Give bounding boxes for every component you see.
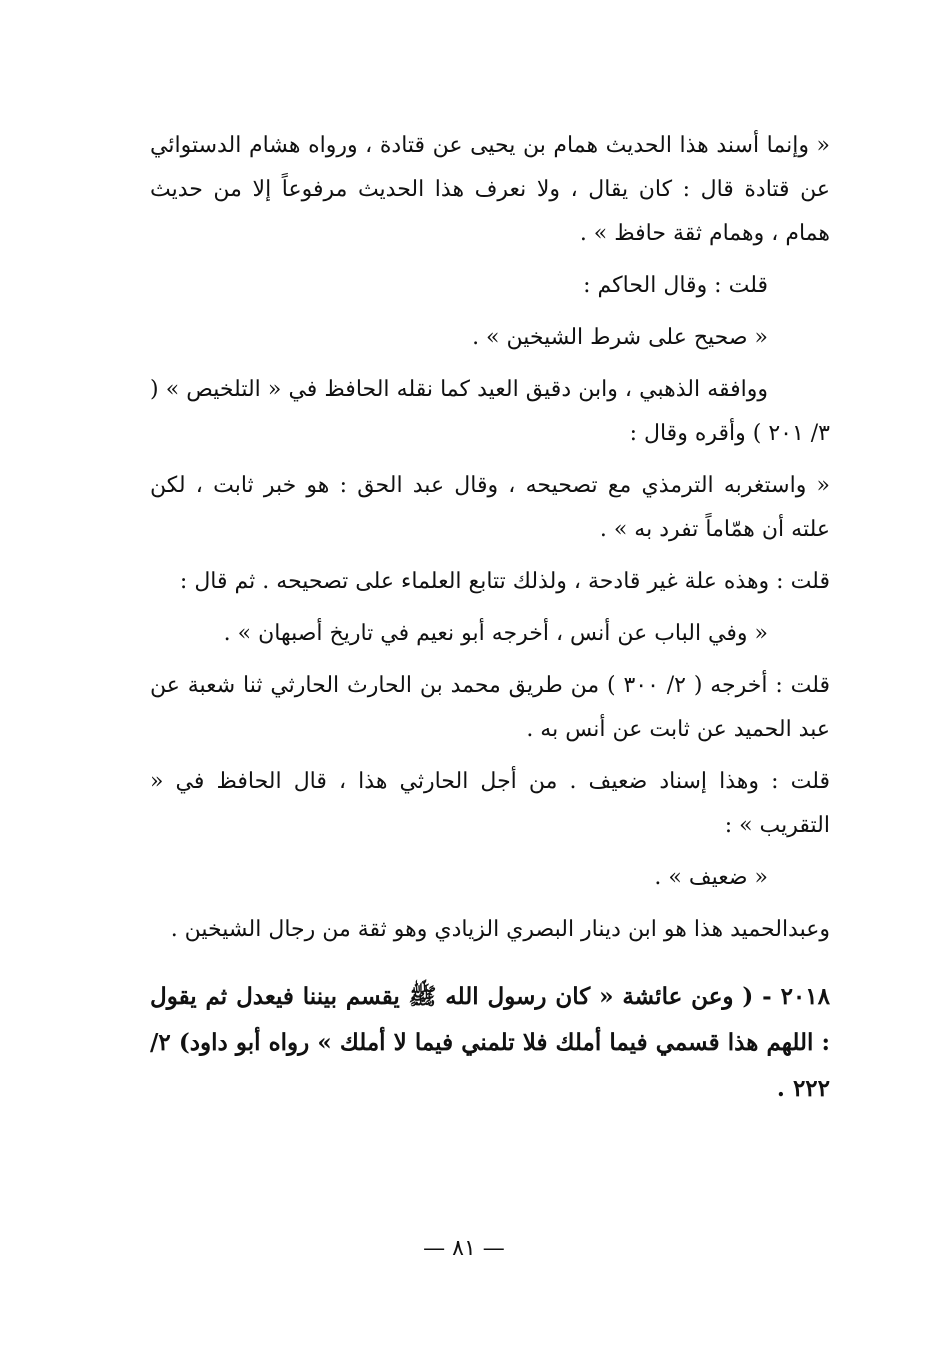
comment-paragraph: قلت : وقال الحاكم : xyxy=(583,273,768,298)
comment-paragraph: قلت : وهذه علة غير قادحة ، ولذلك تتابع العلماء على تصحيحه . ثم قال : xyxy=(179,569,830,594)
quote-paragraph: « صحيح على شرط الشيخين » . xyxy=(472,325,768,350)
comment-paragraph: قلت : وهذا إسناد ضعيف . من أجل الحارثي هذا ، قال الحافظ في « التقريب » : xyxy=(150,769,830,838)
comment-paragraph: وعبدالحميد هذا هو ابن دينار البصري الزيادي وهو ثقة من رجال الشيخين . xyxy=(170,917,830,942)
comment-paragraph: قلت : أخرجه ( ٢/ ٣٠٠ ) من طريق محمد بن الحارث الحارثي ثنا شعبة عن عبد الحميد عن ثابت عن أنس به . xyxy=(150,673,831,742)
page-body xyxy=(150,124,830,1120)
comment-paragraph: ووافقه الذهبي ، وابن دقيق العيد كما نقله الحافظ في « التلخيص » ( ٣/ ٢٠١ ) وأقره وقال : xyxy=(150,377,830,446)
quote-paragraph: « وإنما أسند هذا الحديث همام بن يحيى عن قتادة ، ورواه هشام الدستوائي عن قتادة قال : كان يقال ، ولا نعرف هذا الحديث مرفوعاً إلا من حديث همام ، وهمام ثقة حافظ » . xyxy=(150,133,830,246)
page-number: — ٨١ — xyxy=(423,1236,505,1261)
quote-paragraph: « واستغربه الترمذي مع تصحيحه ، وقال عبد الحق : هو خبر ثابت ، لكن علته أن همّاماً تفرد به » . xyxy=(150,473,830,542)
hadith-text: ٢٠١٨ - ( وعن عائشة « كان رسول الله ﷺ يقسم بيننا فيعدل ثم يقول : اللهم هذا قسمي فيما أملك فلا تلمني فيما لا أملك » رواه أبو داود) ٢/ ٢٢٢ . xyxy=(150,983,830,1102)
quote-paragraph: « وفي الباب عن أنس ، أخرجه أبو نعيم في تاريخ أصبهان » . xyxy=(223,621,768,646)
quote-paragraph: « ضعيف » . xyxy=(654,865,768,890)
